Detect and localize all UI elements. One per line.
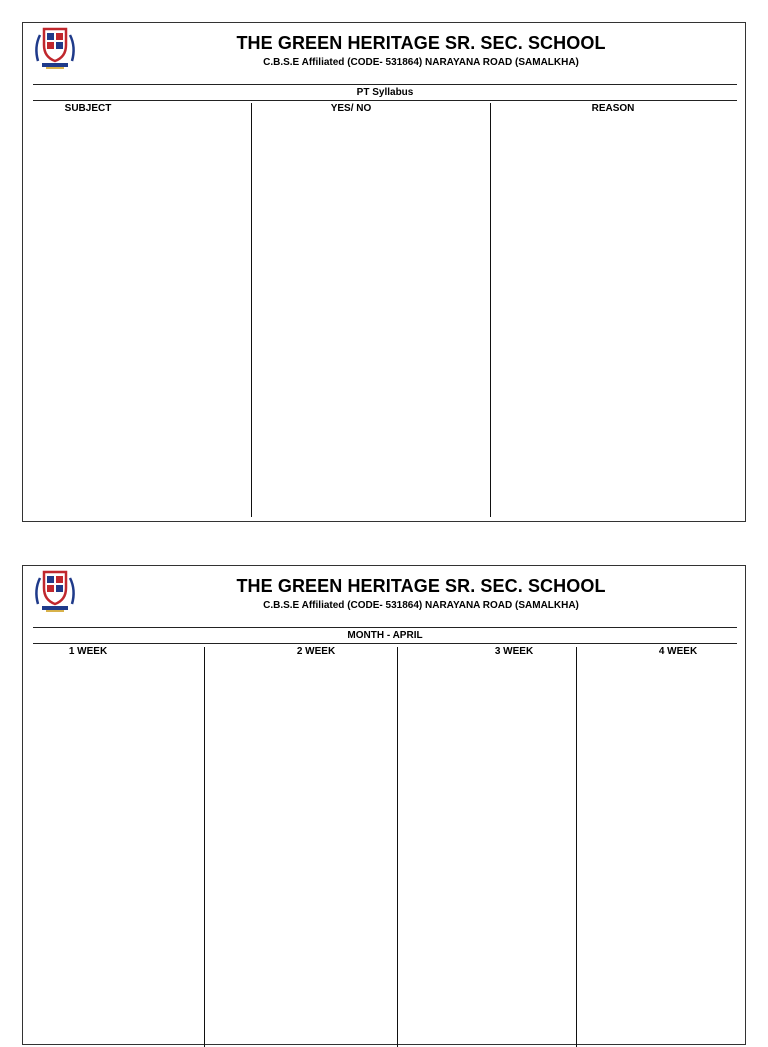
school-name: THE GREEN HERITAGE SR. SEC. SCHOOL <box>236 576 606 596</box>
school-affiliation: C.B.S.E Affiliated (CODE- 531864) NARAYANA ROAD (SAMALKHA) <box>263 57 579 68</box>
column-divider <box>576 647 577 1047</box>
school-name: THE GREEN HERITAGE SR. SEC. SCHOOL <box>236 33 606 53</box>
column-header-subject: SUBJECT <box>64 103 112 114</box>
header-divider <box>33 84 737 85</box>
column-header-reason: REASON <box>591 103 635 114</box>
section-title: MONTH - APRIL <box>347 630 423 641</box>
column-header-week-1: 1 WEEK <box>68 646 108 657</box>
school-affiliation: C.B.S.E Affiliated (CODE- 531864) NARAYANA ROAD (SAMALKHA) <box>263 600 579 611</box>
column-header-week-3: 3 WEEK <box>494 646 534 657</box>
title-divider <box>33 643 737 644</box>
column-header-week-4: 4 WEEK <box>658 646 698 657</box>
column-divider <box>397 647 398 1047</box>
column-divider <box>251 103 252 517</box>
column-header-yes-no: YES/ NO <box>330 103 372 114</box>
column-divider <box>490 103 491 517</box>
pt-syllabus-card <box>22 22 746 522</box>
section-title: PT Syllabus <box>356 87 414 98</box>
header-divider <box>33 627 737 628</box>
monthly-plan-card <box>22 565 746 1045</box>
column-divider <box>204 647 205 1047</box>
column-header-week-2: 2 WEEK <box>296 646 336 657</box>
title-divider <box>33 100 737 101</box>
